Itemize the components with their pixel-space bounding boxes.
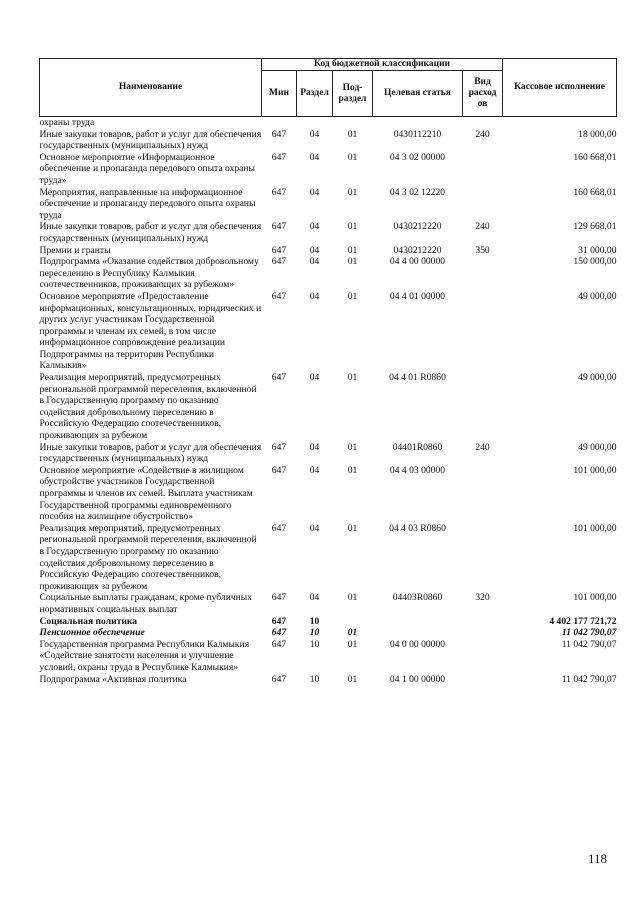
header-vr: Вид расход ов xyxy=(463,71,503,117)
row-podrazdel: 01 xyxy=(347,673,358,685)
row-amount: 49 000,00 xyxy=(578,290,617,302)
row-min: 647 xyxy=(271,441,287,453)
row-podrazdel: 01 xyxy=(347,592,358,604)
row-min: 647 xyxy=(271,627,287,639)
row-vr xyxy=(463,627,503,639)
row-name: Иные закупки товаров, работ и услуг для обеспечения государственных (муниципальных) нужд xyxy=(39,441,262,465)
table-row xyxy=(40,674,617,686)
row-vr xyxy=(463,674,503,686)
row-name: Основное мероприятие «Информационное обеспечение и пропаганда передового опыта охраны труда» xyxy=(39,151,255,186)
row-csr: 04 3 02 12220 xyxy=(389,186,446,198)
row-csr: 04 1 00 00000 xyxy=(389,673,446,685)
row-csr: 0430212220 xyxy=(393,244,442,256)
row-min: 647 xyxy=(271,151,287,163)
row-min: 647 xyxy=(271,592,287,604)
row-csr: 04 4 00 00000 xyxy=(389,256,446,268)
row-amount: 160 668,01 xyxy=(573,151,617,163)
row-podrazdel: 01 xyxy=(347,464,358,476)
row-amount: 31 000,00 xyxy=(578,244,617,256)
header-amount: Кассовое исполнение xyxy=(503,59,617,117)
row-podrazdel: 01 xyxy=(347,627,358,639)
row-razdel: 04 xyxy=(309,244,320,256)
row-amount: 101 000,00 xyxy=(573,464,617,476)
row-razdel: 04 xyxy=(309,128,320,140)
row-amount: 101 000,00 xyxy=(573,592,617,604)
row-amount: 160 668,01 xyxy=(573,186,617,198)
row-name: Премии и гранты xyxy=(39,244,111,256)
row-csr: 04401R0860 xyxy=(392,441,443,453)
row-amount: 49 000,00 xyxy=(578,372,617,384)
row-amount: 11 042 790,07 xyxy=(561,673,617,685)
row-amount xyxy=(503,117,617,129)
row-razdel: 10 xyxy=(309,673,320,685)
row-vr xyxy=(463,187,503,222)
row-vr xyxy=(463,152,503,187)
row-razdel: 04 xyxy=(309,151,320,163)
row-razdel: 10 xyxy=(309,638,320,650)
row-razdel: 04 xyxy=(309,592,320,604)
row-csr: 04 4 03 R0860 xyxy=(389,522,446,534)
row-vr: 320 xyxy=(475,592,490,604)
row-vr xyxy=(463,117,503,129)
row-csr: 04 4 01 00000 xyxy=(389,290,446,302)
row-name: Основное мероприятие «Содействие в жилищном обустройстве участников Государственной программы и членов их семей. Выплата участникам Государственной программы единовременного пособия на жилищное обустройство» xyxy=(39,464,253,523)
table-body xyxy=(40,117,617,686)
row-vr: 240 xyxy=(475,128,490,140)
row-name: Социальная политика xyxy=(39,615,138,627)
row-min: 647 xyxy=(271,522,287,534)
row-podrazdel: 01 xyxy=(347,290,358,302)
row-min: 647 xyxy=(271,256,287,268)
row-name: Пенсионное обеспечение xyxy=(39,627,145,639)
row-amount: 49 000,00 xyxy=(578,441,617,453)
row-min: 647 xyxy=(271,290,287,302)
row-razdel: 04 xyxy=(309,186,320,198)
row-name: Основное мероприятие «Предоставление информационных, консультационных, юридических и других услуг участникам Государственной программы и членам их семей, в том числе информационное сопровождение реализации Подпрограммы на территории Республики Калмыкия» xyxy=(39,290,262,372)
row-vr: 240 xyxy=(475,221,490,233)
row-razdel: 10 xyxy=(309,615,320,627)
row-name: охраны труда xyxy=(39,117,95,128)
row-csr xyxy=(373,616,463,628)
row-razdel: 04 xyxy=(309,221,320,233)
table-header xyxy=(40,59,617,117)
table-row xyxy=(40,221,617,244)
row-podrazdel: 01 xyxy=(347,128,358,140)
row-name: Социальные выплаты гражданам, кроме публичных нормативных социальных выплат xyxy=(39,592,253,615)
row-amount: 150 000,00 xyxy=(573,256,617,268)
row-razdel: 04 xyxy=(309,441,320,453)
row-name: Реализация мероприятий, предусмотренных региональной программой переселения, включенной в Государственную программу по оказанию содействия добровольному переселению в Российскую Федерацию соотечественников, проживающих за рубежом xyxy=(39,372,257,442)
row-name: Иные закупки товаров, работ и услуг для обеспечения государственных (муниципальных) нужд xyxy=(39,221,262,244)
table-row xyxy=(40,639,617,674)
header-classification-group: Код бюджетной классификации xyxy=(262,59,503,71)
row-vr: 240 xyxy=(475,441,490,453)
row-vr xyxy=(463,291,503,372)
table-row xyxy=(40,616,617,628)
row-vr xyxy=(463,523,503,593)
header-podrazdel: Под-раздел xyxy=(333,71,373,117)
row-amount: 11 042 790,07 xyxy=(561,627,617,639)
row-min: 647 xyxy=(271,128,287,140)
row-min: 647 xyxy=(271,244,287,256)
page-number: 118 xyxy=(587,851,607,866)
row-csr: 04403R0860 xyxy=(392,592,443,604)
row-vr xyxy=(463,639,503,674)
table-row xyxy=(40,129,617,152)
row-podrazdel: 01 xyxy=(347,186,358,198)
row-razdel: 04 xyxy=(309,464,320,476)
row-name: Мероприятия, направленные на информационное обеспечение и пропаганду передового опыта охраны труда xyxy=(39,186,256,221)
row-csr: 04 3 02 00000 xyxy=(389,151,446,163)
table-row xyxy=(40,523,617,593)
table-row xyxy=(40,372,617,442)
row-podrazdel: 01 xyxy=(347,441,358,453)
table-row xyxy=(40,465,617,523)
row-razdel: 04 xyxy=(309,522,320,534)
row-amount: 11 042 790,07 xyxy=(561,638,617,650)
row-podrazdel: 01 xyxy=(347,522,358,534)
row-podrazdel xyxy=(333,616,373,628)
budget-table xyxy=(39,58,617,685)
table-row xyxy=(40,245,617,257)
row-podrazdel: 01 xyxy=(347,244,358,256)
row-vr xyxy=(463,465,503,523)
row-vr xyxy=(463,616,503,628)
table-row xyxy=(40,627,617,639)
table-row xyxy=(40,291,617,372)
row-razdel: 04 xyxy=(309,290,320,302)
row-razdel: 04 xyxy=(309,256,320,268)
table-row xyxy=(40,152,617,187)
row-vr xyxy=(463,256,503,291)
row-amount: 129 668,01 xyxy=(573,221,617,233)
table-row xyxy=(40,187,617,222)
row-podrazdel: 01 xyxy=(347,221,358,233)
row-csr: 04 4 01 R0860 xyxy=(389,372,446,384)
row-podrazdel xyxy=(333,117,373,129)
row-razdel: 10 xyxy=(309,627,320,639)
table-row xyxy=(40,592,617,615)
header-csr: Целевая статья xyxy=(373,71,463,117)
row-vr: 350 xyxy=(475,244,490,256)
table-row xyxy=(40,117,617,129)
row-min: 647 xyxy=(271,638,287,650)
row-min: 647 xyxy=(271,464,287,476)
row-min: 647 xyxy=(271,673,287,685)
header-razdel: Раздел xyxy=(297,71,333,117)
row-csr xyxy=(373,117,463,129)
row-amount: 18 000,00 xyxy=(578,128,617,140)
row-name: Подпрограмма «Оказание содействия добровольному переселению в Республику Калмыкия соотечественников, проживающих за рубежом» xyxy=(39,256,259,291)
row-podrazdel: 01 xyxy=(347,372,358,384)
row-min: 647 xyxy=(271,221,287,233)
row-name: Государственная программа Республики Калмыкия «Содействие занятости населения и улучшение условий, охраны труда в Республике Калмыкия» xyxy=(39,638,250,673)
table-row xyxy=(40,442,617,465)
row-razdel: 04 xyxy=(309,372,320,384)
header-name: Наименование xyxy=(40,59,262,117)
row-csr: 0430112210 xyxy=(393,128,442,140)
row-podrazdel: 01 xyxy=(347,151,358,163)
row-csr: 04 4 03 00000 xyxy=(389,464,446,476)
row-vr xyxy=(463,372,503,442)
row-razdel xyxy=(297,117,333,129)
row-name: Иные закупки товаров, работ и услуг для обеспечения государственных (муниципальных) нужд xyxy=(39,128,262,152)
row-amount: 101 000,00 xyxy=(573,522,617,534)
row-podrazdel: 01 xyxy=(347,638,358,650)
row-name: Реализация мероприятий, предусмотренных региональной программой переселения, включенной в Государственную программу по оказанию содействия добровольному переселению в Российскую Федерацию соотечественников, проживающих за рубежом xyxy=(39,522,257,592)
row-csr: 0430212220 xyxy=(393,221,442,233)
row-min xyxy=(262,117,297,129)
row-podrazdel: 01 xyxy=(347,256,358,268)
table-row xyxy=(40,256,617,291)
row-name: Подпрограмма «Активная политика xyxy=(39,673,187,685)
header-min: Мин xyxy=(262,71,297,117)
row-csr: 04 0 00 00000 xyxy=(389,638,446,650)
row-csr xyxy=(373,627,463,639)
row-amount: 4 402 177 721,72 xyxy=(549,615,617,627)
row-min: 647 xyxy=(271,186,287,198)
row-min: 647 xyxy=(271,615,287,627)
row-min: 647 xyxy=(271,372,287,384)
